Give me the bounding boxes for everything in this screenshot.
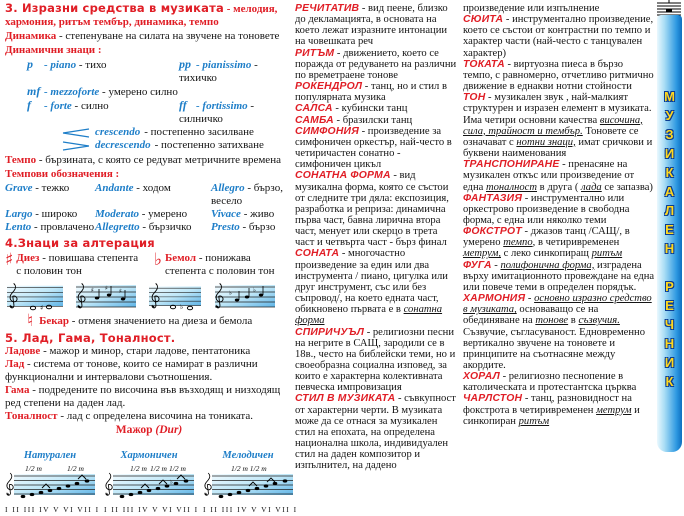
tempo-grid — [5, 182, 293, 234]
mode-definition: Гама - подредените по височина във възходящ и низходящ ред степени на даден лад. — [5, 384, 281, 409]
mode-definition: Лад - система от тонове, които се намират в различни функционални и интервалови съотношения. — [5, 358, 258, 383]
entry-term: СИМФОНИЯ — [295, 125, 359, 137]
dictionary-entry — [295, 248, 458, 326]
scale-natural — [5, 449, 100, 516]
dictionary-title: МУЗИКАЛЕН РЕЧНИК — [662, 89, 677, 393]
entry-definition: - виртуозна пиеса в бързо темпо, с равномерно, отчетливо ритмично движение в еднакви нотни стойности — [463, 58, 654, 93]
staff-image-flat-2 — [213, 280, 277, 312]
scale-label: Хармоничен — [120, 449, 178, 461]
entry-definition: - пренасяне на музикален откъс или произведение от една тоналност в друга ( лада се запазва) — [463, 159, 653, 193]
scale-degrees: I II III IV V VI VII I — [203, 504, 298, 514]
tempo-cell: Allegretto - бързичко — [95, 221, 192, 233]
decrescendo-row: decrescendo - постепенно затихване — [61, 139, 293, 152]
music-staff-icon — [657, 0, 681, 16]
entry-term: ХОРАЛ — [463, 371, 500, 383]
mode-definition: Ладове - мажор и минор, стари ладове, пентатоника — [5, 345, 251, 357]
staff-image-sharp-1 — [7, 280, 63, 312]
column-terms-r-s — [295, 3, 458, 472]
dictionary-entry — [463, 3, 655, 14]
entry-term: ХАРМОНИЯ — [463, 293, 526, 305]
svg-text:♯: ♯ — [105, 284, 108, 292]
tempo-definition: Темпо - бързината, с която се редуват метричните времена — [5, 154, 281, 166]
staff-image-flat-1 — [149, 280, 201, 312]
scale-label: Натурален — [23, 449, 77, 461]
alteration-definitions — [5, 249, 293, 278]
entry-term: ЧАРЛСТОН — [463, 393, 523, 405]
svg-text:♯: ♯ — [40, 303, 44, 312]
entry-definition: произведение или изпълнение — [463, 3, 600, 14]
entry-term: СОНАТНА ФОРМА — [295, 170, 391, 182]
major-scales — [5, 449, 298, 516]
entry-term: СПИРИЧУЪЛ — [295, 326, 365, 338]
entry-term: ТОКАТА — [463, 58, 505, 70]
entry-definition: - кубински танц — [332, 103, 408, 115]
dictionary-entry — [295, 48, 458, 81]
dictionary-entry — [463, 260, 655, 293]
dictionary-entry — [295, 3, 458, 48]
entry-definition: - джазов танц /САЩ/, в умерено темпо, в четиривременен метрум, с леко синкопиращ ритъм — [463, 226, 630, 260]
scale-staff-image — [5, 471, 95, 499]
scale-harmonic — [104, 449, 199, 516]
section5-title: 5. Лад, Гама, Тоналност. — [5, 330, 176, 345]
dictionary-entry — [295, 327, 458, 394]
entry-definition: - танц, разновидност на фокстрота в четиривременен метрум и синкопиран ритъм — [463, 393, 640, 427]
column-expressive-means — [5, 1, 298, 516]
entry-term: ФАНТАЗИЯ — [463, 192, 523, 204]
svg-text:♯: ♯ — [119, 287, 122, 295]
entry-definition: - произведение за симфоничен оркестър, най-често в четиричастен сонатно - симфоничен цикъл — [295, 125, 452, 171]
entry-definition: - бразилски танц — [333, 114, 413, 126]
scale-staff-image — [203, 471, 293, 499]
dictionary-entry — [463, 226, 655, 259]
crescendo-hairpin-icon — [61, 128, 91, 138]
entry-term: РИТЪМ — [295, 47, 335, 59]
entry-definition: - инструментално или оркестрово произведение в свободна форма, с една или няколко теми — [463, 192, 630, 226]
sign-mf: mf — [27, 84, 41, 98]
entry-definition: - вид пеене, близко до декламацията, в основата на което лежат изразните интонации на човешката реч — [295, 3, 448, 48]
section3-heading — [5, 2, 293, 29]
entry-definition: - полифонична форма, изградена върху имитационното провеждане на една или повече теми в определен порядък. — [463, 259, 655, 293]
dictionary-entry — [463, 159, 655, 192]
entry-term: ТОН — [463, 92, 486, 104]
natural-icon: ♮ — [27, 310, 34, 331]
entry-term: СОНАТА — [295, 248, 340, 260]
scale-degrees: I II III IV V VI VII I — [5, 504, 100, 514]
entry-term: САЛСА — [295, 103, 333, 115]
section3-title: 3. Изразни средства в музиката — [5, 1, 224, 15]
dictionary-entry — [295, 126, 458, 171]
dictionary-entry — [295, 170, 458, 248]
tempo-cell: Moderato - умерено — [95, 208, 188, 220]
dynamics-definition — [5, 30, 293, 43]
scale-staff-image — [104, 471, 194, 499]
halftone-mark: 1/2 т — [169, 463, 186, 473]
entry-definition: - религиозни песни на негрите в САЩ, зародили се в 18в., често на библейски теми, но и своеобразна социална изповед, за които е характерна колективната певческа импровизация — [295, 326, 456, 394]
dictionary-entry — [463, 393, 655, 426]
decrescendo-hairpin-icon — [61, 141, 91, 151]
bekar-definition: ♮ Бекар - отменя значението на диеза и бемола — [27, 310, 253, 331]
mode-definitions — [5, 345, 293, 423]
column-terms-s-ch — [463, 3, 655, 427]
tempo-cell: Allegro - бързо, весело — [211, 182, 283, 207]
entry-term: ФУГА — [463, 259, 492, 271]
diez-definition: ♯ Диез - повишава степента с половин тон — [5, 249, 139, 277]
tempo-cell: Grave - тежко — [5, 182, 70, 194]
dyn-row-1: p - piano - тихо pp - pianissimo - тихичко — [27, 57, 258, 84]
halftone-mark: 1/2 т — [150, 463, 167, 473]
entry-definition: - религиозно песнопение в католическата и протестантска църква — [463, 371, 637, 394]
entry-term: ТРАНСПОНИРАНЕ — [463, 159, 560, 171]
halftone-mark: 1/2 т — [25, 463, 42, 473]
entry-term: САМБА — [295, 114, 334, 126]
term-dynamics: Динамика — [5, 30, 57, 42]
dictionary-entry — [295, 393, 458, 471]
entry-definition: - танц, но и стил в популярната музика — [295, 81, 447, 104]
dyn-row-2: mf - mezzoforte - умерено силно — [27, 84, 178, 98]
dictionary-entry — [463, 59, 655, 92]
sign-ff: ff — [179, 98, 187, 112]
bemol-definition: ♭ Бемол - понижава степента с половин тон — [154, 249, 275, 277]
entry-definition: - музикален звук , най-малкият структурен и изразен елемент в музиката. Има четири основни качества височина, сила, трайност и тембър. Тоновете се означават с нотни знаци, имат сричкови и буквени наименования — [463, 92, 653, 160]
entry-term: ФОКСТРОТ — [463, 226, 522, 238]
svg-text:♯: ♯ — [91, 286, 94, 294]
entry-term: РЕЧИТАТИВ — [295, 3, 360, 14]
entry-definition: - съвкупност от характерни черти. В музиката може да се отнася за музикален стил на епохата, на определена национална школа, индивидуален стил на даден композитор и изпълнител, на дадено — [295, 393, 456, 472]
entry-definition: - многочастно произведение за един или два инструмента / пиано, цигулка или друг инструмент, със или без съпровод/, на което едната част, обикновено първата е в сонатна форма — [295, 248, 448, 327]
dictionary-entry — [295, 81, 458, 103]
dictionary-entry — [463, 92, 655, 159]
dictionary-entry — [463, 193, 655, 226]
halftone-mark: 1/2 т 1/2 т — [231, 463, 267, 473]
entry-definition: - инструментално произведение, което се състои от контрастни по темпо и характер части (най-често с танцувален характер) — [463, 14, 654, 59]
tempo-cell: Andante - ходом — [95, 182, 171, 194]
svg-text:♭: ♭ — [170, 478, 173, 486]
staff-image-sharp-2 — [75, 280, 137, 312]
tempo-label: Темпови обозначения : — [5, 168, 120, 180]
dictionary-entry — [463, 371, 655, 393]
dynamic-signs-block — [27, 58, 293, 152]
entry-definition: - движението, което се поражда от редуването на различни по времетраене тонове — [295, 47, 457, 81]
flat-icon: ♭ — [154, 249, 163, 270]
svg-text:♭: ♭ — [253, 286, 256, 294]
alteration-staff-examples — [7, 280, 293, 312]
svg-text:♭: ♭ — [229, 289, 232, 297]
tempo-cell: Vivace - живо — [211, 208, 275, 220]
entry-definition: - вид музикална форма, която се състои от следните три дяла: експозиция, разработка и реприза: динамична първа част, бавна лирична втора част, менует или скерцо в трета част и четвърта част - бърз финал — [295, 170, 449, 249]
section3-subtitle: - мелодия, хармония, ритъм тембър, динамика, темпо — [5, 3, 278, 28]
entry-term: СТИЛ В МУЗИКАТА — [295, 393, 396, 405]
scale-degrees: I II III IV V VI VII I — [104, 504, 199, 514]
dictionary-entry — [463, 14, 655, 59]
dictionary-entry — [295, 103, 458, 114]
dictionary-entry — [463, 293, 655, 371]
scale-melodic — [203, 449, 298, 516]
sign-p: p — [27, 57, 33, 71]
tempo-cell: Largo - широко — [5, 208, 78, 220]
entry-term: РОКЕНДРОЛ — [295, 81, 363, 93]
sharp-icon: ♯ — [5, 249, 14, 270]
dyn-row-3: f - forte - силно ff - fortissimo - силничко — [27, 98, 255, 125]
title-strip — [657, 15, 682, 452]
major-heading: Мажор (Dur) — [115, 424, 183, 436]
crescendo-row: crescendo - постепенно засилване — [61, 126, 293, 139]
sign-f: f — [27, 98, 31, 112]
mode-definition: Тоналност - лад с определена височина на тониката. — [5, 410, 254, 422]
scale-label: Мелодичен — [222, 449, 274, 461]
sign-pp: pp — [179, 57, 191, 71]
tempo-cell: Presto - бързо — [211, 221, 276, 233]
entry-term: СЮИТА — [463, 14, 504, 26]
dynamic-signs-label: Динамични знаци : — [5, 44, 102, 56]
svg-text:♭: ♭ — [180, 302, 184, 311]
def-dynamics: - степенуване на силата на звучене на тоновете — [59, 30, 280, 42]
entry-definition: - основно изразно средство в музиката, основаващо се на обединяване на тонове в съзвучия. Съзвучие, съгласуваност. Едновременно вертикално звучене на тоновете и принципите на съотнасяне между акордите. — [463, 293, 652, 371]
halftone-mark: 1/2 т — [67, 463, 84, 473]
halftone-mark: 1/2 т — [130, 463, 147, 473]
tempo-cell: Lento - провлачено — [5, 221, 95, 233]
dictionary-entry — [295, 115, 458, 126]
section4-title: 4.Знаци за алтерация — [5, 236, 155, 250]
term-tempo: Темпо — [5, 154, 37, 166]
